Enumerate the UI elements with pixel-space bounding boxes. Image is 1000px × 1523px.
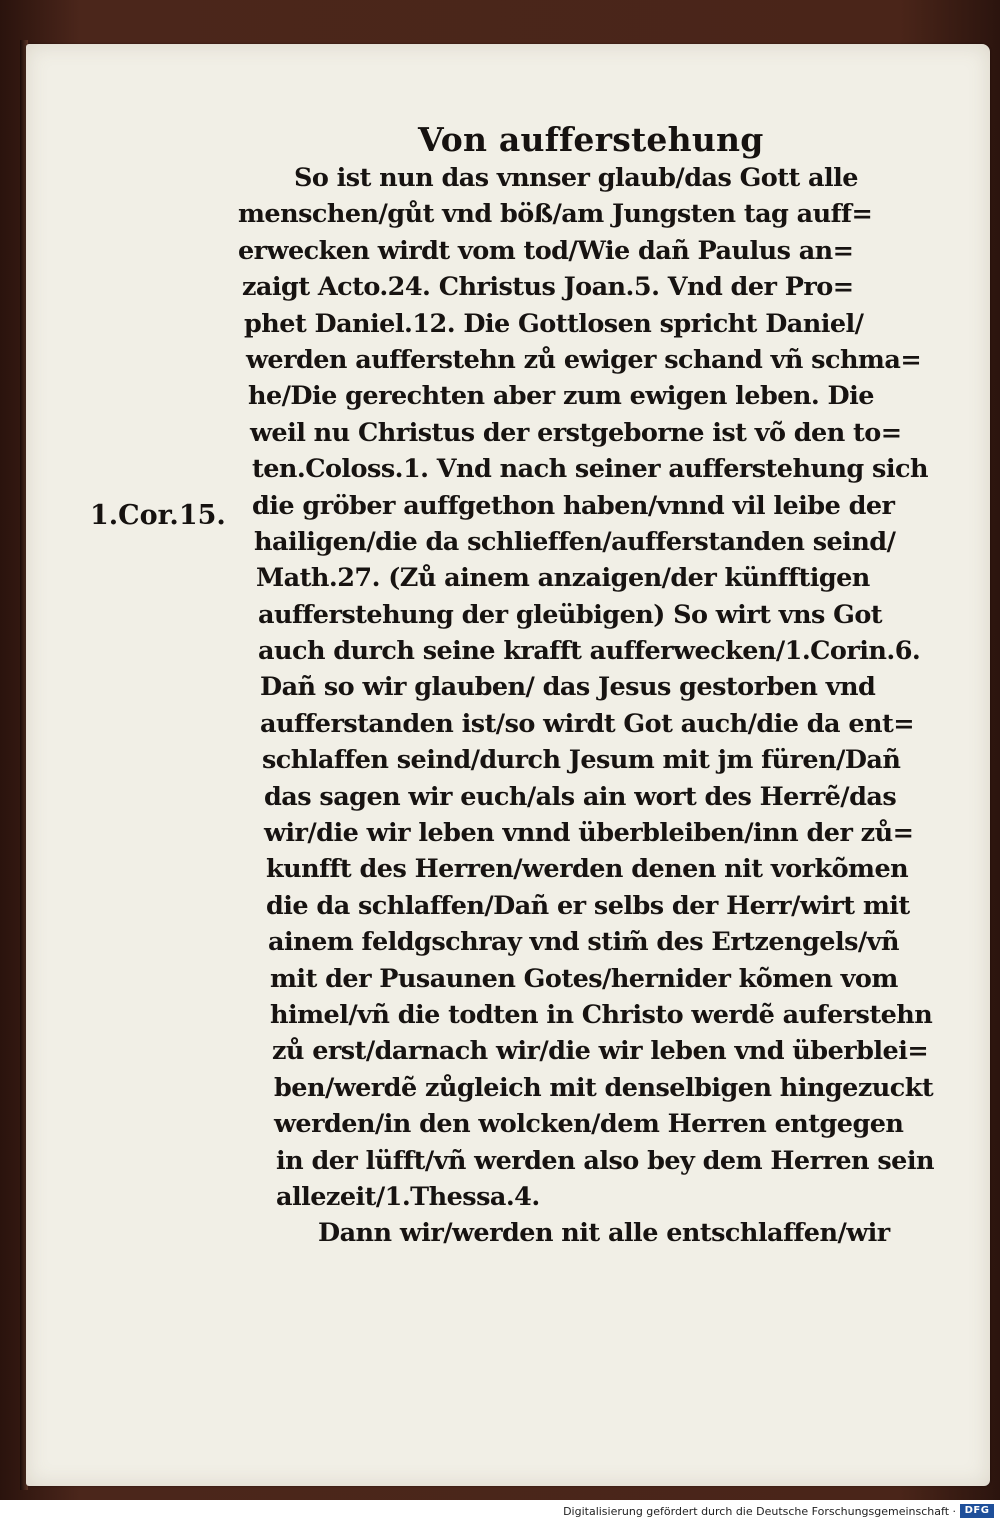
footer-credit: Digitalisierung gefördert durch die Deutsche Forschungsgemeinschaft · (563, 1505, 956, 1518)
text-line: weil nu Christus der erstgeborne ist võ den to= (250, 417, 902, 448)
text-line: werden aufferstehn zů ewiger schand vñ schma= (246, 344, 922, 375)
text-line: wir/die wir leben vnnd überbleiben/inn der zů= (264, 818, 914, 849)
text-line: mit der Pusaunen Gotes/hernider kõmen vom (270, 963, 898, 994)
text-line: Dann wir/werden nit alle entschlaffen/wir (318, 1218, 890, 1249)
text-line: Math.27. (Zů ainem anzaigen/der künfftigen (256, 563, 870, 594)
text-line: So ist nun das vnnser glaub/das Gott alle (294, 163, 858, 193)
body-text (238, 160, 950, 1252)
text-line: erwecken wirdt vom tod/Wie dañ Paulus an= (238, 235, 854, 266)
text-line: ainem feldgschray vnd stim̃ des Ertzengels/vñ (268, 927, 899, 958)
text-line: himel/vñ die todten in Christo werdẽ auferstehn (270, 999, 933, 1030)
text-line: schlaffen seind/durch Jesum mit jm füren/Dañ (262, 745, 901, 776)
text-line: hailigen/die da schlieffen/aufferstanden seind/ (254, 526, 896, 557)
page-heading: Von aufferstehung (418, 120, 764, 159)
text-line: aufferstanden ist/so wirdt Got auch/die da ent= (260, 708, 915, 739)
text-line: Dañ so wir glauben/ das Jesus gestorben vnd (260, 672, 876, 703)
text-line: menschen/gůt vnd böß/am Jungsten tag auff= (238, 199, 873, 230)
text-line: phet Daniel.12. Die Gottlosen spricht Daniel/ (244, 308, 864, 339)
text-line: die da schlaffen/Dañ er selbs der Herr/wirt mit (266, 890, 910, 921)
text-line: ten.Coloss.1. Vnd nach seiner aufferstehung sich (252, 454, 928, 485)
text-line: zaigt Acto.24. Christus Joan.5. Vnd der Pro= (242, 272, 854, 303)
margin-note: 1.Cor.15. (90, 500, 226, 531)
text-line: allezeit/1.Thessa.4. (276, 1181, 540, 1212)
dfg-logo: DFG (960, 1504, 994, 1518)
text-line: kunfft des Herren/werden denen nit vorkõmen (266, 854, 909, 885)
text-line: auch durch seine krafft aufferwecken/1.Corin.6. (258, 636, 921, 667)
text-line: zů erst/darnach wir/die wir leben vnd überblei= (272, 1036, 929, 1067)
text-line: die gröber auffgethon haben/vnnd vil leibe der (252, 490, 895, 521)
text-line: das sagen wir euch/als ain wort des Herrẽ/das (264, 781, 897, 812)
text-line: ben/werdẽ zůgleich mit denselbigen hingezuckt (274, 1072, 934, 1103)
text-line: in der lüfft/vñ werden also bey dem Herren sein (276, 1145, 934, 1176)
text-line: he/Die gerechten aber zum ewigen leben. Die (248, 381, 874, 412)
text-line: werden/in den wolcken/dem Herren entgegen (274, 1109, 904, 1140)
footer-bar (0, 1500, 1000, 1523)
text-line: aufferstehung der gleübigen) So wirt vns Got (258, 599, 883, 630)
